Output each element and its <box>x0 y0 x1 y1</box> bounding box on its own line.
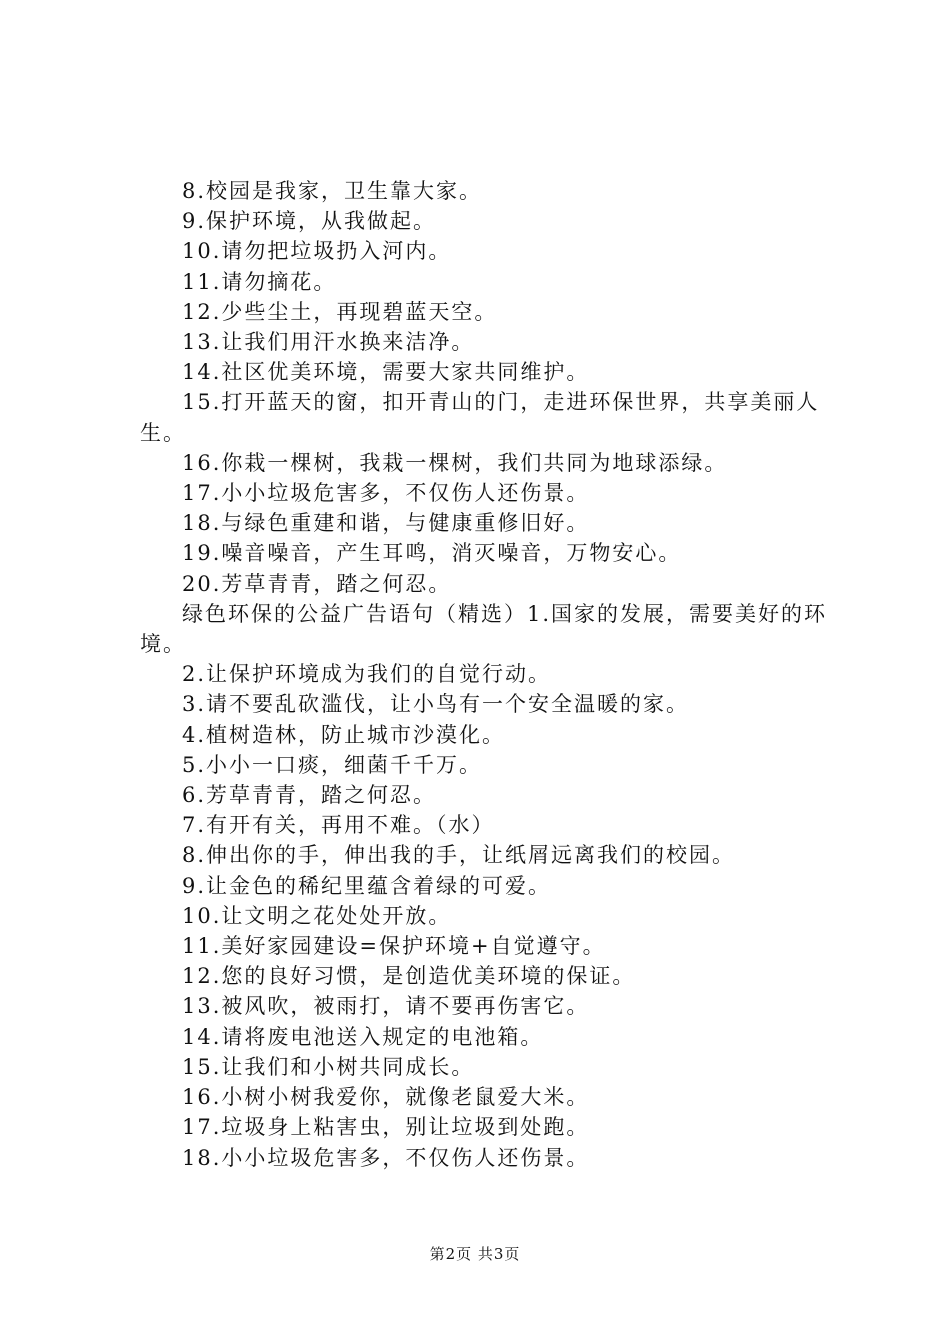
paragraph: 16.你栽一棵树，我栽一棵树，我们共同为地球添绿。 <box>182 450 728 475</box>
page-number-footer: 第2页 共3页 <box>429 1245 521 1263</box>
paragraph: 7.有开有关，再用不难。（水） <box>182 813 495 838</box>
paragraph: 19.噪音噪音，产生耳鸣，消灭噪音，万物安心。 <box>182 541 682 566</box>
paragraph: 6.芳草青青，踏之何忍。 <box>182 783 437 808</box>
paragraph: 9.保护环境，从我做起。 <box>182 209 437 234</box>
paragraph: 10.请勿把垃圾扔入河内。 <box>182 239 452 264</box>
paragraph: 5.小小一口痰，细菌千千万。 <box>182 752 483 777</box>
paragraph: 17.垃圾身上粘害虫，别让垃圾到处跑。 <box>182 1115 590 1140</box>
paragraph: 15.让我们和小树共同成长。 <box>182 1054 475 1079</box>
paragraph: 16.小树小树我爱你，就像老鼠爱大米。 <box>182 1085 590 1110</box>
paragraph: 20.芳草青青，踏之何忍。 <box>182 571 452 596</box>
paragraph: 18.小小垃圾危害多，不仅伤人还伤景。 <box>182 1145 590 1170</box>
paragraph: 8.校园是我家，卫生靠大家。 <box>182 179 483 203</box>
paragraph: 11.美好家园建设=保护环境+自觉遵守。 <box>182 934 606 959</box>
paragraph: 14.社区优美环境，需要大家共同维护。 <box>182 360 590 385</box>
paragraph: 9.让金色的稀纪里蕴含着绿的可爱。 <box>182 873 552 898</box>
paragraph: 11.请勿摘花。 <box>182 269 337 294</box>
paragraph: 10.让文明之花处处开放。 <box>182 903 452 928</box>
paragraph: 13.让我们用汗水换来洁净。 <box>182 330 475 355</box>
paragraph: 14.请将废电池送入规定的电池箱。 <box>182 1024 544 1049</box>
paragraph: 2.让保护环境成为我们的自觉行动。 <box>182 662 552 687</box>
paragraph: 12.您的良好习惯，是创造优美环境的保证。 <box>182 964 636 989</box>
paragraph: 8.伸出你的手，伸出我的手，让纸屑远离我们的校园。 <box>182 843 736 868</box>
document-body <box>140 176 840 1173</box>
paragraph: 4.植树造林，防止城市沙漠化。 <box>182 722 506 747</box>
paragraph: 15.打开蓝天的窗，扣开青山的门，走进环保世界，共享美丽人生。 <box>140 390 820 445</box>
paragraph: 3.请不要乱砍滥伐，让小鸟有一个安全温暖的家。 <box>182 692 690 717</box>
paragraph: 13.被风吹，被雨打，请不要再伤害它。 <box>182 994 590 1019</box>
paragraph: 17.小小垃圾危害多，不仅伤人还伤景。 <box>182 481 590 506</box>
section-heading-paragraph: 绿色环保的公益广告语句（精选）1.国家的发展，需要美好的环境。 <box>140 601 828 657</box>
paragraph: 12.少些尘土，再现碧蓝天空。 <box>182 299 498 324</box>
paragraph: 18.与绿色重建和谐，与健康重修旧好。 <box>182 511 590 536</box>
